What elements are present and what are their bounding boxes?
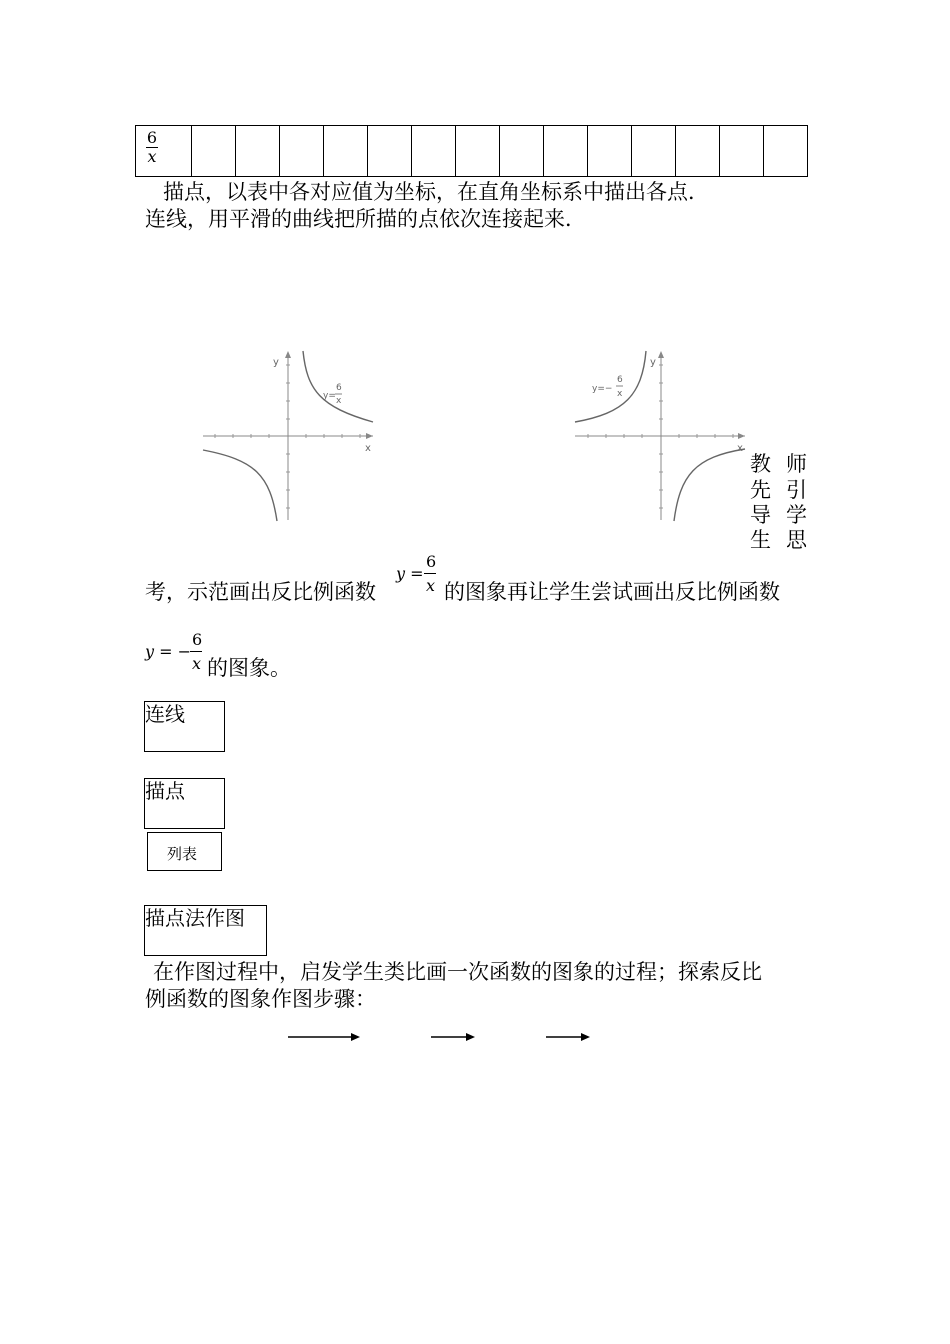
arrow-icon [546,1033,590,1041]
graph-negative-hyperbola [570,345,750,525]
fraction-6-over-x: 6 x [146,128,158,166]
side-text-row-3: 导 [750,503,771,527]
box-plot-points: 描点 [144,778,225,829]
side-text-row-4: 生 [750,528,771,552]
table-cell [412,126,456,177]
table-cell [192,126,236,177]
svg-text:6: 6 [617,375,623,385]
x-axis-label: x [737,443,743,454]
graph-positive-hyperbola [195,345,385,525]
x-axis-label: x [365,443,371,454]
table-cell [632,126,676,177]
svg-text:x: x [617,389,623,399]
paragraph-steps-line1: 在作图过程中，启发学生类比画一次函数的图象的过程；探索反比 [153,960,762,984]
step-arrows [285,1028,595,1046]
formula-y-equals-6-over-x: y = 6 x [396,552,437,595]
paragraph-steps-line2: 例函数的图象作图步骤： [145,987,376,1011]
y-axis-label: y [650,357,656,368]
table-cell [280,126,324,177]
paragraph-plot-points: 描点，以表中各对应值为坐标，在直角坐标系中描出各点． [163,180,709,204]
svg-text:x: x [336,396,342,406]
table-cell [676,126,720,177]
arrow-icon [431,1033,475,1041]
table-cell [500,126,544,177]
paragraph-connect-curve: 连线，用平滑的曲线把所描的点依次连接起来． [145,207,586,231]
side-text-row-1: 教 [750,452,771,476]
box-point-plotting-method: 描点法作图 [144,905,267,956]
table-cell [588,126,632,177]
table-header-cell [136,126,192,177]
paragraph-graph-of: 的图象。 [207,656,291,680]
table-cell [456,126,500,177]
table-cell [368,126,412,177]
curve-fourth-quadrant [674,449,745,521]
curve-third-quadrant [203,450,277,521]
curve-label: y= [323,391,336,401]
paragraph-demo-end: 的图象再让学生尝试画出反比例函数 [444,580,780,604]
arrow-icon [288,1033,360,1041]
svg-text:6: 6 [336,383,342,393]
paragraph-demo-start: 考，示范画出反比例函数 [145,580,376,604]
curve-label: y=− [592,384,613,394]
y-axis-label: y [273,357,279,368]
table-cell [764,126,808,177]
formula-y-equals-neg-6-over-x: y = − 6 x [145,630,203,673]
table-cell [324,126,368,177]
table-cell [236,126,280,177]
box-make-table: 列表 [147,832,222,871]
side-text-row-2: 先 [750,478,771,502]
box-connect-line: 连线 [144,701,225,752]
value-table [135,125,808,177]
table-cell [544,126,588,177]
table-cell [720,126,764,177]
